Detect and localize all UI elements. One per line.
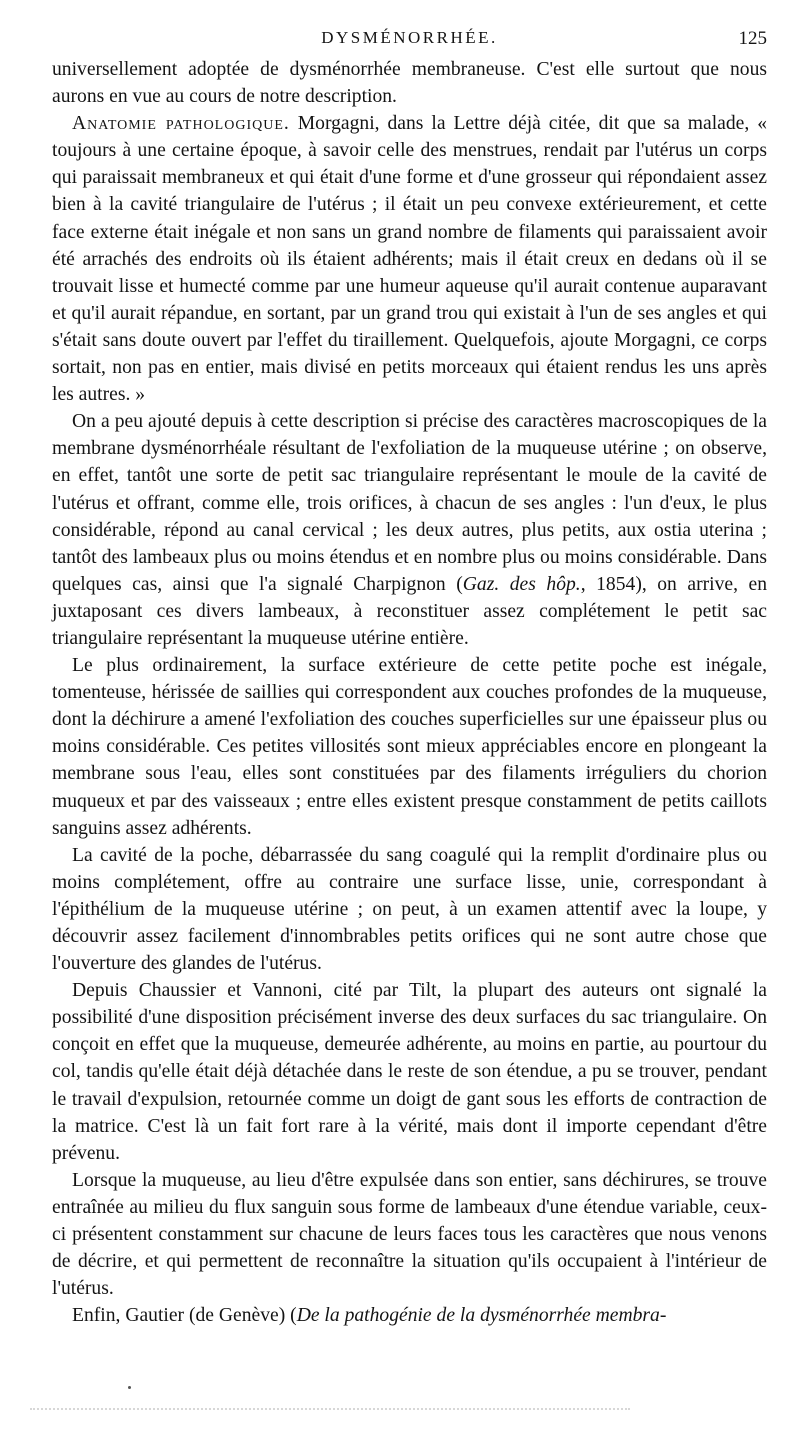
paragraph-3	[52, 408, 767, 652]
paragraph-3-text-b: , 1854), on arrive, en juxtaposant ces divers lambeaux, à reconstituer assez complétement le petit sac triangulaire représentant la muqueuse utérine entière.	[52, 573, 767, 649]
paragraph-6: Depuis Chaussier et Vannoni, cité par Tilt, la plupart des auteurs ont signalé la possibilité d'une disposition précisément inverse des deux surfaces du sac triangulaire. On conçoit en effet que la muqueuse, demeurée adhérente, au moins en partie, au pourtour du col, tandis qu'elle était déjà détachée dans le reste de son étendue, a pu se trouver, pendant le travail d'expulsion, retournée comme un doigt de gant sous les efforts de contraction de la matrice. C'est là un fait fort rare à la vérité, mais dont il importe cependant d'être prévenu.	[52, 980, 767, 1164]
body-text	[52, 56, 767, 1329]
paragraph-1: universellement adoptée de dysménorrhée membraneuse. C'est elle surtout que nous aurons en vue au cours de notre description.	[52, 59, 767, 108]
citation-gautier: De la pathogénie de la dysménorrhée membra-	[296, 1305, 667, 1327]
paragraph-2-text: Morgagni, dans la Lettre déjà citée, dit que sa malade, « toujours à une certaine époque, à savoir celle des menstrues, rendait par l'utérus un corps qui paraissait membraneux et qui était d'une forme et d'une grosseur qui répondaient assez bien à la cavité triangulaire de l'utérus ; il était un peu convexe extérieurement, et cette face externe était inégale et non sans un grand nombre de filaments qui paraissaient avoir été arrachés des endroits où ils étaient adhérents; mais il était creux en dedans où il se trouvait lisse et humecté comme par une humeur aqueuse qu'il aurait contenue auparavant et qu'il aurait répandue, en sortant, par un grand trou qui existait à l'un de ses angles et qui s'était sans doute ouvert par l'effet du tiraillement. Quelquefois, ajoute Morgagni, ce corps sortait, non pas en entier, mais divisé en petits morceaux qui étaient rendus les uns après les autres. »	[52, 113, 767, 406]
paragraph-2	[52, 110, 767, 408]
paragraph-7: Lorsque la muqueuse, au lieu d'être expulsée dans son entier, sans déchirures, se trouve entraînée au milieu du flux sanguin sous forme de lambeaux d'une étendue variable, ceux-ci présentent constamment sur chacune de leurs faces tous les caractères que nous venons de décrire, et qui permettent de reconnaître la situation qu'ils occupaient à l'intérieur de l'utérus.	[52, 1169, 767, 1300]
running-title: DYSMÉNORRHÉE.	[321, 28, 498, 47]
page-number: 125	[738, 28, 767, 49]
paragraph-8-text: Enfin, Gautier (de Genève) (	[72, 1305, 297, 1327]
citation-gazette: Gaz. des hôp.	[462, 573, 581, 595]
book-page	[52, 28, 767, 1329]
bleed-through-marks	[30, 1408, 630, 1420]
paragraph-4: Le plus ordinairement, la surface extérieure de cette petite poche est inégale, tomenteuse, hérissée de saillies qui correspondent aux couches profondes de la muqueuse, dont la déchirure a amené l'exfoliation des couches superficielles sur une épaisseur plus ou moins considérable. Ces petites villosités sont mieux appréciables encore en plongeant la membrane sous l'eau, elles sont constituées par des filaments irréguliers du chorion muqueux et par des vaisseaux ; entre elles existent presque constamment de petits caillots sanguins assez adhérents.	[52, 655, 767, 839]
running-head	[52, 28, 767, 56]
paragraph-5: La cavité de la poche, débarrassée du sang coagulé qui la remplit d'ordinaire plus ou moins complétement, offre au contraire une surface lisse, unie, correspondant à l'épithélium de la muqueuse utérine ; on peut, à un examen attentif avec la loupe, y découvrir assez facilement d'innombrables petits orifices qui ne sont autre chose que l'ouverture des glandes de l'utérus.	[52, 844, 767, 975]
ink-speck	[128, 1386, 131, 1389]
paragraph-3-text-a: On a peu ajouté depuis à cette description si précise des caractères macroscopiques de la membrane dysménorrhéale résultant de l'exfoliation de la muqueuse utérine ; on observe, en effet, tantôt une sorte de petit sac triangulaire représentant le moule de la cavité de l'utérus et offrant, comme elle, trois orifices, à chacun de ses angles : l'un d'eux, le plus considérable, répond au canal cervical ; les deux autres, plus petits, aux ostia uterina ; tantôt des lambeaux plus ou moins étendus et en nombre plus ou moins considérable. Dans quelques cas, ainsi que l'a signalé Charpignon (	[52, 411, 767, 595]
paragraph-8	[52, 1302, 767, 1329]
section-heading: Anatomie pathologique.	[72, 113, 290, 135]
